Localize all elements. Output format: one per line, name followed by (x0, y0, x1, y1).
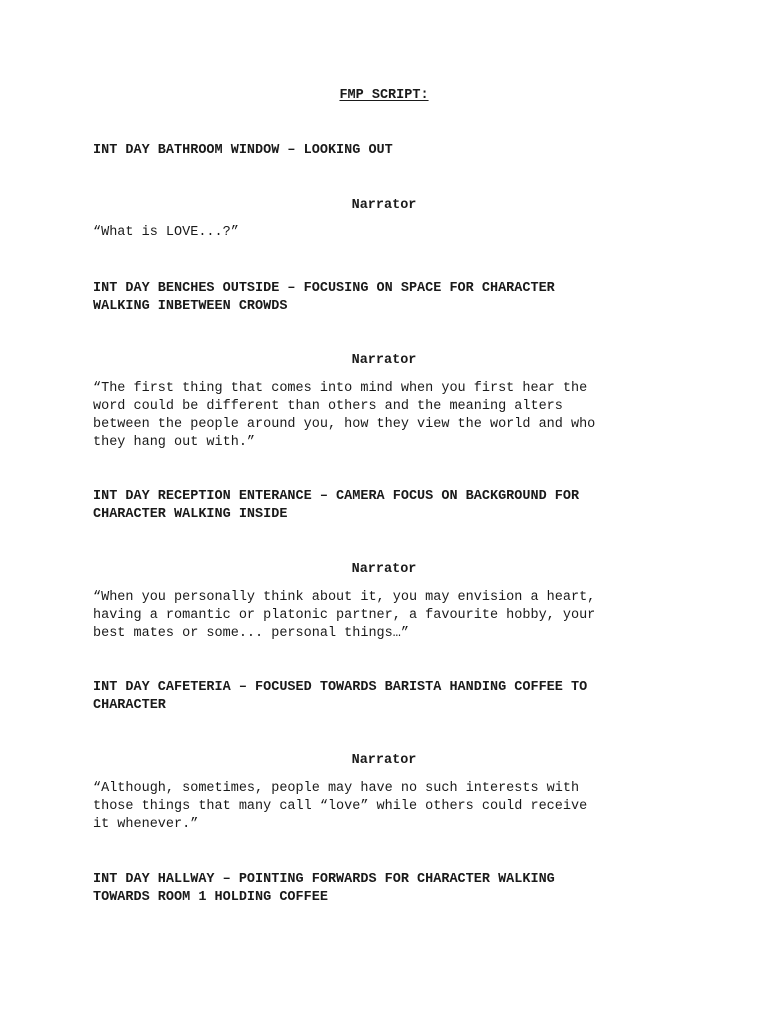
character-name: Narrator (351, 753, 417, 768)
document-title (0, 87, 768, 105)
dialogue: “What is LOVE...?” (93, 225, 239, 240)
scene-heading: INT DAY CAFETERIA – FOCUSED TOWARDS BARISTA HANDING COFFEE TO CHARACTER (93, 680, 588, 713)
character-name: Narrator (351, 562, 417, 577)
scene-heading: INT DAY BATHROOM WINDOW – LOOKING OUT (93, 143, 393, 158)
dialogue: “Although, sometimes, people may have no such interests with those things that many call “love” while others could receive it whenever.” (93, 781, 588, 832)
scene-heading: INT DAY RECEPTION ENTERANCE – CAMERA FOCUS ON BACKGROUND FOR CHARACTER WALKING INSIDE (93, 489, 580, 522)
scene-heading: INT DAY HALLWAY – POINTING FORWARDS FOR CHARACTER WALKING TOWARDS ROOM 1 HOLDING COFFEE (93, 872, 555, 905)
scene-heading: INT DAY BENCHES OUTSIDE – FOCUSING ON SPACE FOR CHARACTER WALKING INBETWEEN CROWDS (93, 281, 555, 314)
dialogue: “When you personally think about it, you may envision a heart, having a romantic or platonic partner, a favourite hobby, your best mates or some... personal things…” (93, 590, 596, 641)
character-name: Narrator (351, 353, 417, 368)
document-title-text: FMP SCRIPT: (339, 88, 429, 103)
dialogue: “The first thing that comes into mind when you first hear the word could be different than others and the meaning alters between the people around you, how they view the world and who they hang out with.” (93, 381, 596, 450)
character-name: Narrator (351, 198, 417, 213)
